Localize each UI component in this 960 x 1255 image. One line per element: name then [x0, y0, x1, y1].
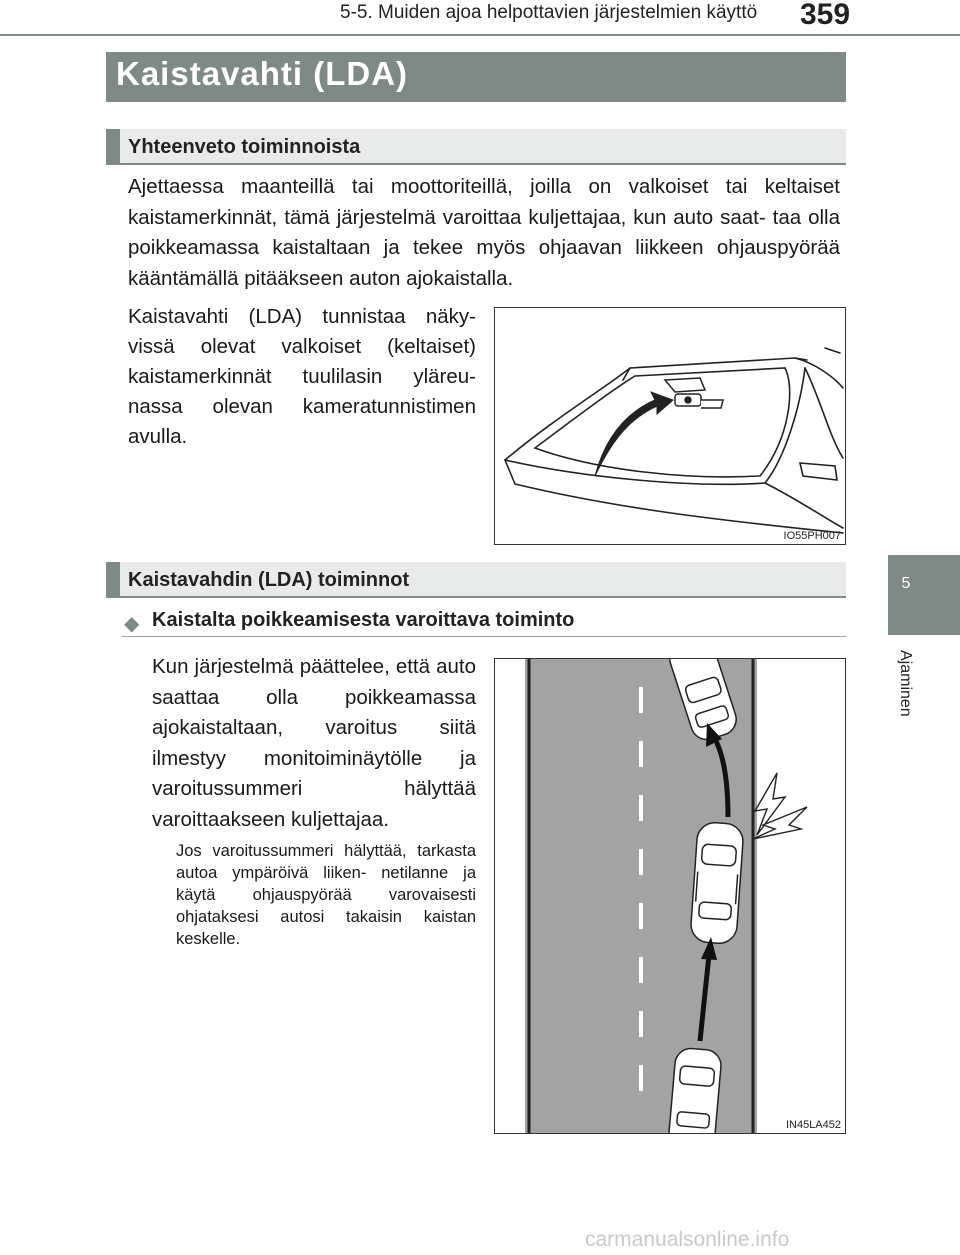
camera-unit: [665, 378, 723, 408]
chapter-number: 5: [901, 575, 911, 592]
lane-departure-figure: [494, 658, 846, 1134]
windshield-illustration: [495, 308, 845, 544]
car-start: [668, 1047, 723, 1133]
function-subheading: Kaistalta poikkeamisesta varoittava toiminto: [152, 609, 575, 631]
page-title: Kaistavahti (LDA): [116, 55, 409, 92]
summary-paragraph: Ajettaessa maanteillä tai moottoriteillä, joilla on valkoiset tai keltaiset kaistamerkinnät, tämä järjestelmä varoittaa kuljettajaa, kun auto saat- taa olla poikkeamassa kaistaltaan ja tekee myös ohjaavan liikkeen ohjauspyörää kääntämällä pitääkseen auton ajokaistalla.: [128, 175, 840, 290]
car-departing: [690, 822, 744, 945]
chapter-name: Ajaminen: [897, 650, 914, 717]
functions-heading: Kaistavahdin (LDA) toiminnot: [128, 569, 410, 591]
buzzer-alert-icon: [753, 773, 807, 839]
subheading-rule: [122, 636, 846, 637]
running-header: 5-5. Muiden ajoa helpottavien järjestelmien käyttö: [340, 2, 758, 23]
summary-heading: Yhteenveto toiminnoista: [128, 136, 361, 158]
diamond-bullet-icon: ◆: [124, 613, 140, 635]
functions-heading-accent: [106, 562, 120, 598]
camera-paragraph: Kaistavahti (LDA) tunnistaa näky- vissä olevat valkoiset (keltaiset) kaistamerkinnät tuulilasin yläreu- nassa olevan kameratunnistimen avulla.: [128, 305, 476, 448]
pointing-arrow: [595, 392, 673, 476]
watermark: carmanualsonline.info: [585, 1228, 790, 1251]
warning-paragraph: Kun järjestelmä päättelee, että auto saattaa olla poikkeamassa ajokaistaltaan, varoitus siitä ilmestyy monitoiminäytölle ja varoitussummeri hälyttää varoittaakseen kuljettajaa.: [152, 655, 476, 831]
windshield-camera-figure: [494, 307, 846, 545]
page-number: 359: [800, 0, 851, 31]
lane-departure-illustration: [495, 659, 845, 1133]
chapter-tab: [888, 555, 960, 635]
figure-code: IO55PH007: [783, 530, 841, 542]
warning-note: Jos varoitussummeri hälyttää, tarkasta autoa ympäröivä liiken- netilanne ja käytä ohjauspyörää varovaisesti ohjataksesi autosi takaisin kaistan keskelle.: [176, 842, 476, 948]
figure-code: IN45LA452: [785, 1119, 841, 1131]
header-rule: [0, 34, 960, 36]
summary-heading-accent: [106, 129, 120, 165]
